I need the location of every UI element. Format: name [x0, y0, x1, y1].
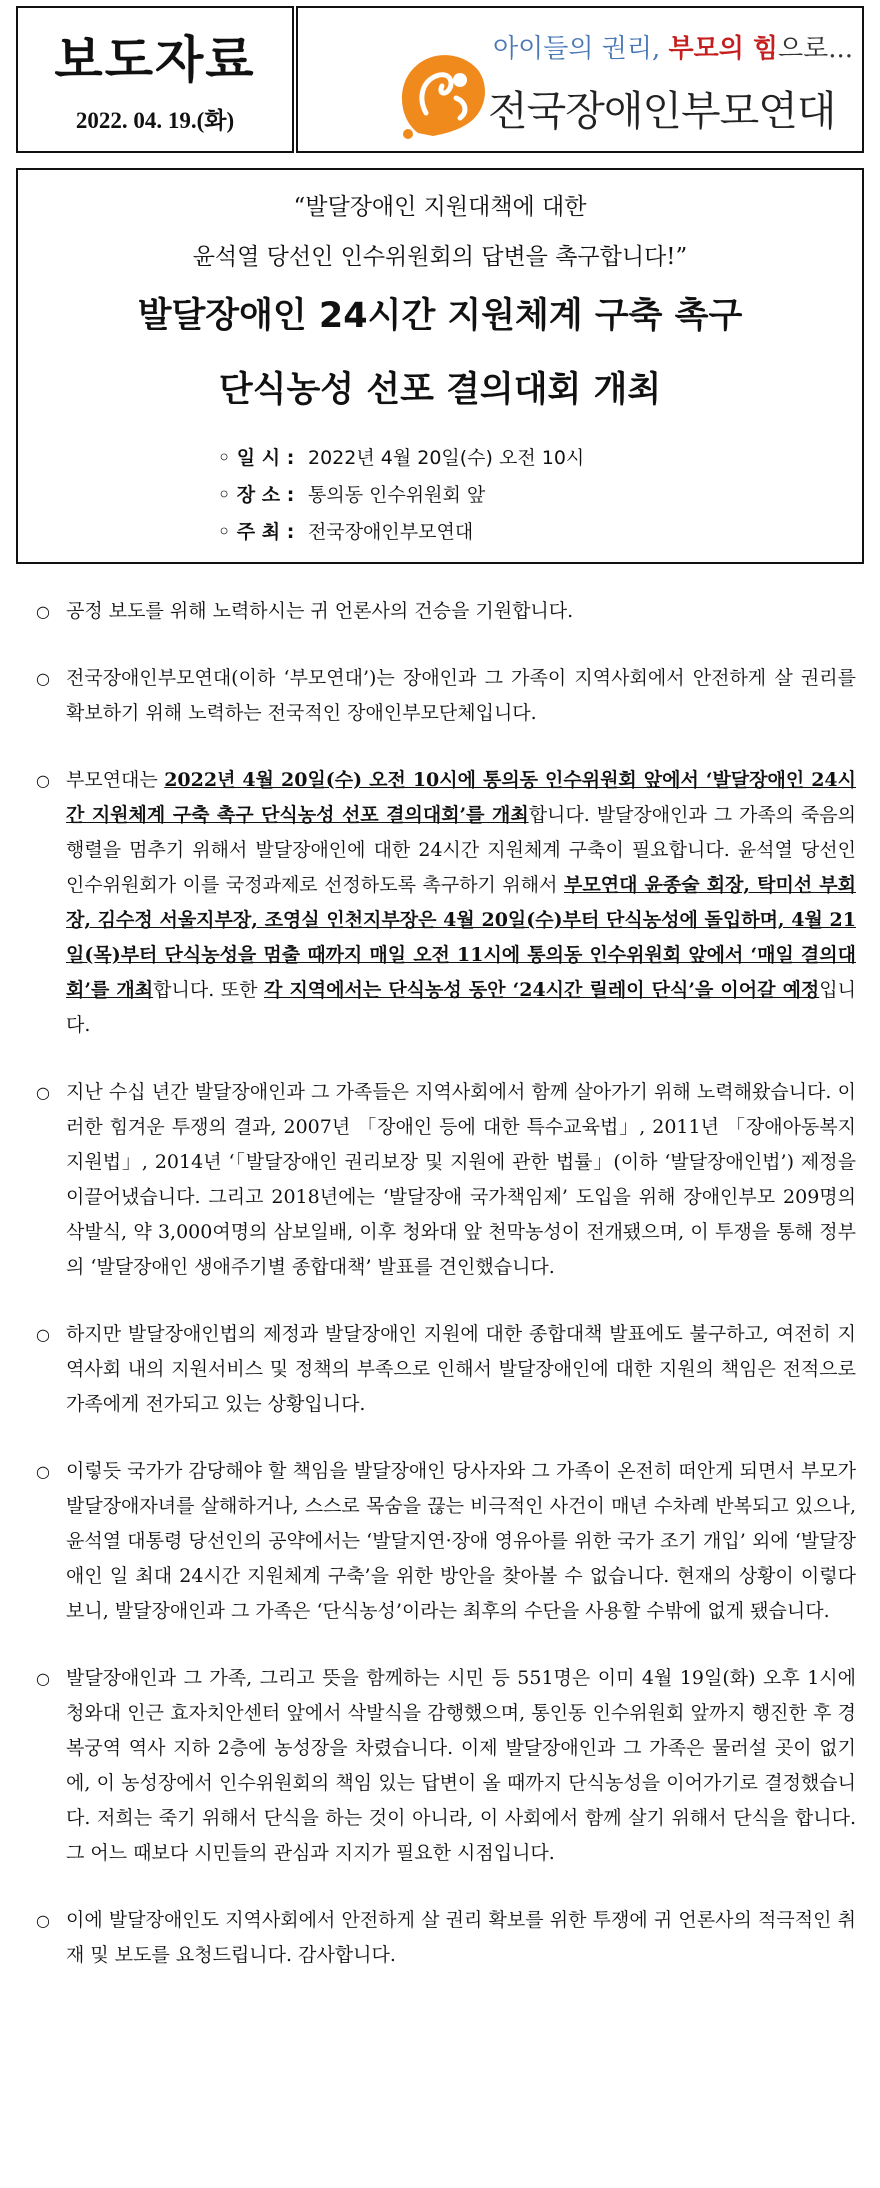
- paragraph-text: [66, 763, 856, 1043]
- main-title-line-2: 단식농성 선포 결의대회 개최: [218, 370, 662, 410]
- bullet-marker: ○: [36, 669, 50, 688]
- body-paragraph: [36, 763, 856, 1043]
- paragraph-segment: 합니다. 또한: [153, 979, 264, 1001]
- paragraph-text: [66, 1661, 856, 1871]
- body-paragraph: [36, 1454, 856, 1629]
- body-paragraph: [36, 661, 856, 731]
- bullet-marker: ○: [36, 1462, 50, 1481]
- paragraph-segment: 부모연대는: [66, 769, 165, 791]
- organization-name: 전국장애인부모연대: [488, 87, 836, 135]
- body-paragraph: [36, 1661, 856, 1871]
- body-paragraph: [36, 594, 856, 629]
- info-date-label: ◦ 일 시 :: [218, 447, 295, 469]
- paragraph-text: [66, 1903, 856, 1973]
- slogan-part-1: 아이들의 권리,: [493, 34, 669, 64]
- bullet-marker: ○: [36, 771, 50, 790]
- title-box: [16, 168, 864, 564]
- bullet-marker: ○: [36, 1083, 50, 1102]
- info-place-value: 통의동 인수위원회 앞: [308, 484, 486, 506]
- slogan: [493, 28, 853, 65]
- subtitle-line-2: 윤석열 당선인 인수위원회의 답변을 촉구합니다!”: [192, 244, 688, 270]
- info-host-value: 전국장애인부모연대: [308, 521, 474, 543]
- press-release-label: 보도자료: [54, 31, 256, 89]
- bullet-marker: ○: [36, 602, 50, 621]
- paragraph-segment: 하지만 발달장애인법의 제정과 발달장애인 지원에 대한 종합대책 발표에도 불구하고, 여전히 지역사회 내의 지원서비스 및 정책의 부족으로 인해서 발달장애인에 대한 지원의 책임은 전적으로 가족에게 전가되고 있는 상황입니다.: [66, 1323, 856, 1415]
- paragraph-segment: 입니다.: [66, 979, 856, 1036]
- paragraph-text: [66, 1454, 856, 1629]
- body-paragraph: [36, 1075, 856, 1285]
- paragraph-text: [66, 594, 856, 629]
- press-release-body: [36, 594, 856, 1973]
- organization-logo-box: [296, 6, 864, 153]
- release-date: 2022. 04. 19.(화): [75, 108, 235, 133]
- highlighted-text: 부모연대 윤종술 회장, 탁미선 부회장, 김수정 서울지부장, 조영실 인천지부장은 4월 20일(수)부터 단식농성에 돌입하며, 4월 21일(목)부터 단식농성을 멈출 때까지 매일 오전 11시에 통의동 인수위원회 앞에서 ‘매일 결의대회’를 개최: [66, 874, 856, 1001]
- slogan-part-3: 으로...: [778, 34, 854, 64]
- info-host-label: ◦ 주 최 :: [218, 521, 295, 543]
- info-place-row: [218, 477, 584, 514]
- slogan-part-2: 부모의 힘: [668, 34, 779, 64]
- paragraph-segment: 전국장애인부모연대(이하 ‘부모연대’)는 장애인과 그 가족이 지역사회에서 안전하게 살 권리를 확보하기 위해 노력하는 전국적인 장애인부모단체입니다.: [66, 667, 856, 724]
- paragraph-segment: 지난 수십 년간 발달장애인과 그 가족들은 지역사회에서 함께 살아가기 위해 노력해왔습니다. 이러한 힘겨운 투쟁의 결과, 2007년 「장애인 등에 대한 특수교육법」, 2011년 「장애아동복지지원법」, 2014년 ‘「발달장애인 권리보장 및 지원에 관한 법률」(이하 ‘발달장애인법’) 제정을 이끌어냈습니다. 그리고 2018년에는 ‘발달장애 국가책임제’ 도입을 위해 장애인부모 209명의 삭발식, 약 3,000여명의 삼보일배, 이후 청와대 앞 천막농성이 전개됐으며, 이 투쟁을 통해 정부의 ‘발달장애인 생애주기별 종합대책’ 발표를 견인했습니다.: [66, 1081, 856, 1278]
- info-place-label: ◦ 장 소 :: [218, 484, 295, 506]
- bullet-marker: ○: [36, 1669, 50, 1688]
- paragraph-segment: 공정 보도를 위해 노력하시는 귀 언론사의 건승을 기원합니다.: [66, 600, 574, 622]
- bullet-marker: ○: [36, 1325, 50, 1344]
- press-release-box: [16, 6, 294, 153]
- header: [16, 6, 864, 156]
- info-date-row: [218, 440, 584, 477]
- paragraph-segment: 발달장애인과 그 가족, 그리고 뜻을 함께하는 시민 등 551명은 이미 4월 19일(화) 오후 1시에 청와대 인근 효자치안센터 앞에서 삭발식을 감행했으며, 통인동 인수위원회 앞까지 행진한 후 경복궁역 역사 지하 2층에 농성장을 차렸습니다. 이제 발달장애인과 그 가족은 물러설 곳이 없기에, 이 농성장에서 인수위원회의 책임 있는 답변이 올 때까지 단식농성을 이어가기로 결정했습니다. 저희는 죽기 위해서 단식을 하는 것이 아니라, 이 사회에서 함께 살기 위해서 단식을 합니다. 그 어느 때보다 시민들의 관심과 지지가 필요한 시점입니다.: [66, 1667, 856, 1864]
- body-paragraph: [36, 1903, 856, 1973]
- paragraph-segment: 이렇듯 국가가 감당해야 할 책임을 발달장애인 당사자와 그 가족이 온전히 떠안게 되면서 부모가 발달장애자녀를 살해하거나, 스스로 목숨을 끊는 비극적인 사건이 매년 수차례 반복되고 있으나, 윤석열 대통령 당선인의 공약에서는 ‘발달지연·장애 영유아를 위한 국가 조기 개입’ 외에 ‘발달장애인 일 최대 24시간 지원체계 구축’을 위한 방안을 찾아볼 수 없습니다. 현재의 상황이 이렇다 보니, 발달장애인과 그 가족은 ‘단식농성’이라는 최후의 수단을 사용할 수밖에 없게 됐습니다.: [66, 1460, 856, 1622]
- bullet-marker: ○: [36, 1911, 50, 1930]
- organization-logo-icon: [388, 38, 498, 148]
- info-date-value: 2022년 4월 20일(수) 오전 10시: [308, 447, 585, 469]
- paragraph-segment: 합니다. 발달장애인과 그 가족의 죽음의 행렬을 멈추기 위해서 발달장애인에 대한 24시간 지원체계 구축이 필요합니다. 윤석열 당선인 인수위원회가 이를 국정과제로 선정하도록 촉구하기 위해서: [66, 804, 856, 896]
- subtitle-line-1: “발달장애인 지원대책에 대한: [293, 194, 587, 220]
- paragraph-text: [66, 1075, 856, 1285]
- paragraph-text: [66, 1317, 856, 1422]
- body-paragraph: [36, 1317, 856, 1422]
- paragraph-segment: 이에 발달장애인도 지역사회에서 안전하게 살 권리 확보를 위한 투쟁에 귀 언론사의 적극적인 취재 및 보도를 요청드립니다. 감사합니다.: [66, 1909, 856, 1966]
- event-info: [218, 440, 584, 551]
- info-host-row: [218, 514, 584, 551]
- highlighted-text: 각 지역에서는 단식농성 동안 ‘24시간 릴레이 단식’을 이어갈 예정: [264, 979, 820, 1001]
- highlighted-text: 2022년 4월 20일(수) 오전 10시에 통의동 인수위원회 앞에서 ‘발달장애인 24시간 지원체계 구축 촉구 단식농성 선포 결의대회’를 개최: [66, 769, 857, 826]
- main-title-line-1: 발달장애인 24시간 지원체계 구축 촉구: [137, 296, 743, 336]
- paragraph-text: [66, 661, 856, 731]
